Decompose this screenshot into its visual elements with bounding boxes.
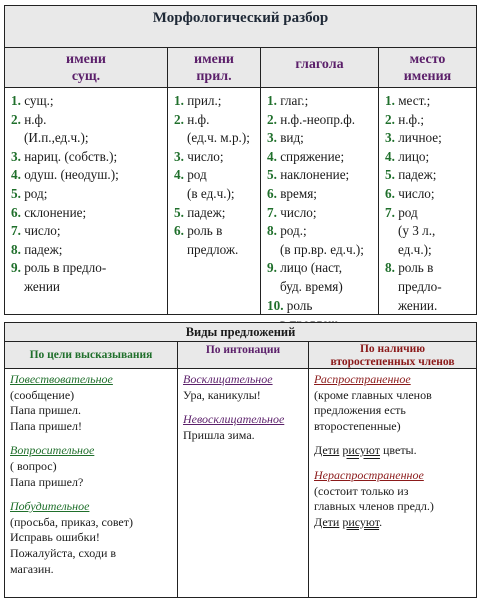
list-item: 4. спряжение; [267, 148, 345, 164]
list-item: (в пр.вр. ед.ч.); [280, 241, 364, 257]
label: Вопросительное [10, 443, 95, 458]
list-item: 6. время; [267, 185, 317, 201]
list-item: 1. сущ.; [11, 93, 54, 108]
list-item: 2. н.ф. [11, 111, 47, 127]
list-item: 1. прил.; [174, 93, 222, 108]
col-header: глагола [261, 48, 378, 88]
morph-table [4, 5, 477, 315]
list-item: 7. число; [11, 223, 61, 239]
col-header: имени прил. [168, 48, 260, 88]
list-item: 4. лицо; [385, 148, 430, 164]
list-item: 8. падеж; [11, 241, 63, 257]
list-item: 7. число; [267, 204, 317, 220]
list-item: 2. н.ф.; [385, 111, 425, 127]
label: Невосклицательное [183, 412, 285, 427]
list-item: 8. роль в [385, 260, 434, 276]
types-col-purpose [5, 341, 177, 597]
list-item: 1. глаг.; [267, 93, 309, 108]
example-sentence: Дети рисуют. [314, 514, 383, 529]
list-item: жении. [398, 297, 438, 313]
label: Побудительное [10, 499, 90, 514]
list-item: 4. род [174, 167, 207, 183]
col-header: По наличию второстепенных членов [309, 341, 476, 369]
label: Восклицательное [183, 372, 273, 386]
list-item: 10. роль [267, 297, 313, 313]
types-title: Виды предложений [5, 323, 476, 341]
list-item: 7. род [385, 204, 418, 220]
types-table [4, 322, 477, 598]
list-item: 5. род; [11, 185, 48, 201]
col-header: место имения [379, 48, 476, 88]
morph-title: Морфологический разбор [5, 6, 476, 48]
item-list [5, 88, 167, 297]
list-item: (у 3 л., [398, 223, 436, 239]
list-item: 2. н.ф.-неопр.ф. [267, 111, 356, 127]
list-item: предло- [398, 278, 442, 294]
list-item: жении [24, 278, 60, 294]
morph-col-noun [5, 48, 167, 314]
list-item: 4. одуш. (неодуш.); [11, 167, 119, 183]
item-list [261, 88, 378, 334]
list-item: 9. лицо (наст, [267, 260, 342, 276]
list-item: 6. склонение; [11, 204, 87, 220]
col-body: Повествовательное (сообщение) Папа пришел. Папа пришел! Вопросительное ( вопрос) Папа пришел? Побудительное (просьба, приказ, совет) Исправь ошибки! Пожалуйста, сходи в магазин. [5, 369, 177, 577]
list-item: (И.п.,ед.ч.); [24, 130, 89, 146]
list-item: предлож. [187, 241, 239, 257]
item-list [168, 88, 260, 259]
list-item: 8. род.; [267, 223, 307, 239]
list-item: (ед.ч. м.р.); [187, 130, 250, 146]
list-item: 3. число; [174, 148, 224, 164]
label: Распространенное [314, 372, 411, 386]
label: Нераспространенное [314, 467, 424, 482]
morph-col-verb [260, 48, 378, 314]
list-item: 5. наклонение; [267, 167, 350, 183]
list-item: 6. роль в [174, 223, 223, 239]
list-item: 5. падеж; [174, 204, 226, 220]
morph-col-adj [167, 48, 260, 314]
col-header: имени сущ. [5, 48, 167, 88]
list-item: ед.ч.); [398, 241, 432, 257]
example-sentence: Дети рисуют цветы. [314, 443, 417, 458]
list-item: 3. личное; [385, 130, 442, 146]
list-item: 3. вид; [267, 130, 304, 146]
list-item: 3. нариц. (собств.); [11, 148, 118, 164]
item-list [379, 88, 476, 315]
col-body: Распространенное (кроме главных членов предложения есть второстепенные) Дети рисуют цветы. Нераспространенное (состоит только из главных членов предл.) Дети рисуют. [309, 369, 476, 530]
list-item: (в ед.ч.); [187, 185, 235, 201]
col-header: По цели высказывания [5, 341, 177, 369]
list-item: 2. н.ф. [174, 111, 210, 127]
label: Повествовательное [10, 372, 113, 386]
list-item: 6. число; [385, 185, 435, 201]
col-header: По интонации [178, 341, 308, 369]
col-body: Восклицательное Ура, каникулы! Невосклицательное Пришла зима. [178, 369, 308, 443]
list-item: 9. роль в предло- [11, 260, 107, 276]
morph-col-pron [378, 48, 476, 314]
types-col-intonation [177, 341, 308, 597]
list-item: 1. мест.; [385, 93, 431, 108]
list-item: буд. время) [280, 278, 343, 294]
types-col-members [308, 341, 476, 597]
list-item: 5. падеж; [385, 167, 437, 183]
